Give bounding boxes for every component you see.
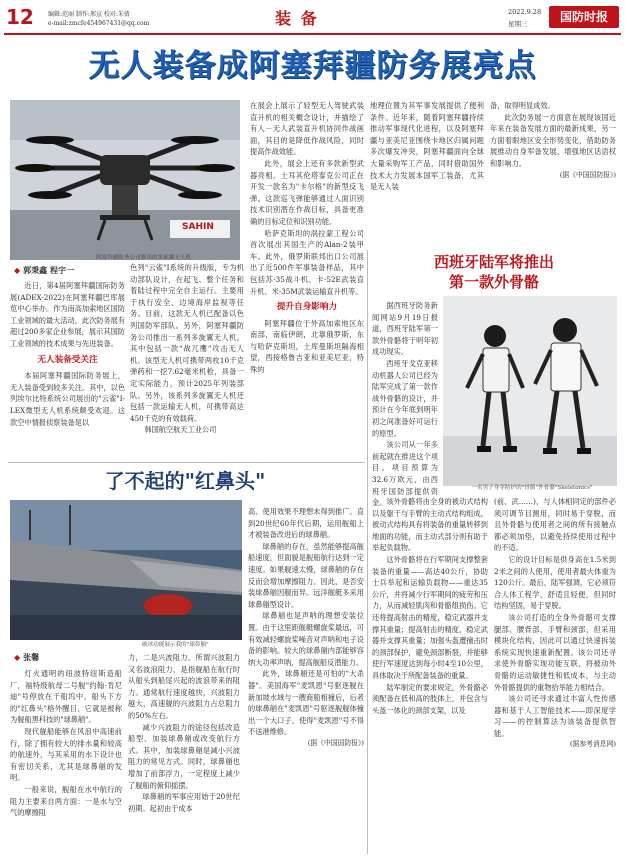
paragraph: 本届阿塞拜疆国际防务展上，无人装备受到较多关注。其中，以色列埃尔比特系统公司展出的"云雀"I-LEX微型无人机系统颇受欢迎。这款空中情报侦察装备是以	[10, 371, 126, 427]
article1-col3	[250, 100, 364, 458]
article3-author-name: 张馨	[23, 653, 40, 662]
paragraph: 据西班牙防务新闻网站9月19日报道，西班牙陆军第一款外骨骼将于明年初成功现实。	[372, 301, 438, 357]
article1-author-name: 郭秉鑫 程宇一	[23, 266, 74, 275]
article3-col1	[10, 668, 122, 854]
article2-col2	[372, 496, 488, 852]
paragraph: 该公司还寻求通过丰富人性传感器和基于人工智能技术——即深度学习——的控制算法为该装备提供智能。	[494, 694, 616, 738]
header-date: 2022.9.28	[508, 8, 542, 16]
article2-title	[372, 252, 616, 292]
paragraph: 一般来说，舰船在水中航行的阻力主要来自两方面：一是水与空气的摩擦阻	[10, 784, 122, 818]
paragraph: 球鼻艏的存在，虽然能够提高舰船速度，但面貌是舰船航行达到一定速度。如果舰速太慢，球鼻艏的存在反而会增加摩擦阻力。因此，是否安装球鼻艏因舰而异。远洋舰艇多采用球鼻艏型设计。	[248, 541, 364, 609]
article3-title: 了不起的"红鼻头"	[104, 469, 266, 493]
article1-col4	[370, 100, 484, 240]
paragraph: 减少兴波阻力的途径包括改造船型、加装球鼻艏或改变航行方式。其中，加装球鼻艏是减小兴波阻力的常见方式。同时，球鼻艏也增加了前部浮力，一定程度上减少了舰船的俯仰摇摆。	[128, 722, 240, 790]
article2-title-line2: 第一款外骨骼	[448, 273, 539, 291]
drone-photo-caption: 阿塞拜疆防务公司推出的多旋翼无人机	[96, 255, 192, 261]
ship-bow-photo	[10, 500, 242, 640]
email-line: e-mail:zmcfe454967431@qq.com	[48, 20, 150, 27]
paragraph: 色列"云雀"I系统的升级版，专为机动部队设计，在起飞、整个任务和着陆过程中完全自主运行。主要用于执行安全、边境海岸监视等任务。目前，这款无人机已配备以色列国防军部队。另外，阿塞拜疆防务公司推出一系列多旋翼无人机，其中包括一款"战兀鹰"攻击无人机。该型无人机可携带两枚10千克弹药和一挖7.62毫米机枪，具备一定实际能力，预计2025年列装部队。另外，该系列多旋翼无人机还包括一款运输无人机，可携带高达450千克的有效载荷。	[130, 263, 244, 423]
paragraph: 力，二是兴波阻力。所谓兴波阻力又名波浪阻力，是指舰船在航行时从船头到船尾兴起的波浪带来的阻力。通常航行速度越快，兴波阻力越大，高速舰的兴波阻力占总阻力的50%左右。	[128, 653, 240, 720]
article1-col2	[130, 262, 244, 458]
paragraph: 在展会上展示了轻型无人驾驶武装直升机的相关概念设计，并描绘了有人－无人武装直升机协同作战画面，其目的是降低作战风险，同时提高作战效能。	[250, 101, 364, 157]
paragraph: 近日，第4届阿塞拜疆国际防务展(ADEX-2022)在阿塞拜疆巴库展览中心举办。作为南高加索地区国防工业领域的最大活动，此次防务展有超过200多家企业参展，展示其国防工业领域的技术成果与先进装备。	[10, 281, 126, 348]
paragraph: (前、武……)，与人体相同定的部件必须可调节目测用，同时易于穿脱，而且外骨骼与使用者之间的所有接触点都必须加垫，以避免持续使用过程中的不适。	[494, 497, 616, 553]
paragraph: 这外骨骼将在行军期间支撑整套装备的重量——高达40公斤，协助士兵举起和运输负载物——重达35公斤，并将减少行军期间的疲劳和压力，从而减轻肌肉和骨骼组损伤。它还将提高射击的精度，稳定武器并支撑其重量；提高射击的精度，稳定武器并支撑其重量；加强头盔遭撞击时的颈部保护，避免颈部断裂，并能够使行军速度达到每小时4至10公里，具体取决于所配备装备的重量。	[372, 554, 488, 680]
author-marker-icon: ◆	[14, 266, 21, 275]
paragraph: 此次防务展一方面意在展现该国近年来在装备发展方面的最新成果，另一方面着眼地区安全形势变化，借助防务展推动自身军备发展，增强地区话语权和影响力。	[490, 112, 616, 168]
header-rule	[4, 33, 621, 35]
article3-author	[14, 652, 39, 663]
paragraph: 现代舰船能够在风浪中高速前行，除了拥有较大的排水量和较高的航速外，与其采用的水下设计也有密切关系，尤其是球鼻艏的发明。	[10, 726, 122, 783]
section-divider	[8, 462, 365, 463]
editor-line: 编辑:范丽 制作:邢宣 校对:朱倩	[48, 11, 130, 18]
article1-col5	[490, 100, 616, 240]
paragraph: 球鼻艏的军事应用始于20世纪初期。起初由于成本	[128, 792, 240, 813]
exoskeleton-image	[443, 296, 617, 486]
paragraph: 该外骨骼将由全身的被动式结构以及躯干与手臂的主动式结构组成，被动式结构具有将装备的重量转移到地面的功能，而主动式部分则有助于举起负载物。	[372, 497, 488, 553]
masthead-text: 国防时报	[559, 10, 608, 24]
main-title-banner	[0, 42, 625, 90]
paragraph: 该公司从一年多前起就在推进这个项目。项目预算为32.6万欧元，由西班牙国防部提供资金。	[372, 440, 438, 508]
paragraph: 此外，展会上还有多款新型武器亮相。土耳其伦塔泰克公司正在开发一款名为"卡尔格"的新型反飞弹。这款巡飞弹能够通过人面识别技术识别潜在作战目标，具备更准确的目标定位和识别功能。	[250, 158, 364, 226]
article3-col3	[248, 506, 364, 854]
drone-image	[10, 100, 240, 260]
paragraph: 球鼻艏也是声呐的理想安装位置。由于这里距舰艇螺旋桨最远，可有效减轻螺旋桨噪音对声呐和电子设备的影响。较大的球鼻艏内部能够容纳大功率声呐，提高舰船反潜能力。	[248, 611, 364, 667]
paragraph: 阿塞拜疆位于外高加索地区东南部，南临伊朗，北靠俄罗斯，东与哈萨克斯坦，土库曼斯坦隔海相望，西接格鲁吉亚和亚美尼亚，特殊的	[250, 318, 364, 375]
article2-col3	[494, 496, 616, 852]
exoskeleton-photo	[443, 296, 617, 486]
exoskeleton-photo-caption: 一名男子身穿防护的"骨骼"外骨骼"Skeletonics"	[471, 485, 593, 491]
paragraph: 备，取得明显成效。	[490, 101, 555, 110]
page-header	[0, 0, 625, 38]
masthead-logo	[549, 6, 619, 28]
paragraph: 哈萨克斯坦的涡拉蒙工程公司首次展出其国生产的Alan-2装甲车。此外，俄罗斯联邦出口公司展出了近500件军事装备样品，其中包括苏-35战斗机、卡-52E武装直升机、米-35M武装运输直升机等。	[250, 228, 364, 296]
article2-title-line1: 西班牙陆军将推出	[433, 253, 554, 271]
article1-subhead2: 提升自身影响力	[276, 302, 338, 313]
article2-col1	[372, 300, 438, 508]
article1-subhead1: 无人装备受关注	[37, 354, 98, 365]
paragraph: 高、使用效果不理想未得到推广。直到20世纪60年代后期，运用舰船上才被装备改进后的球鼻艏。	[248, 507, 364, 540]
ship-bow-photo-caption: 破冰功能展示我的"球鼻艏"	[142, 642, 209, 648]
main-title: 无人装备成阿塞拜疆防务展亮点	[88, 48, 537, 84]
paragraph: 西班牙戈克亚移动机器人公司已经为陆军完成了第一款作战外骨骼的设计，并预计在今年底到明年初之间准备好可运行的原型。	[372, 358, 438, 438]
page-number: 12	[6, 5, 34, 29]
paragraph: 此外，球鼻艏还是可怕的"大杀器"。美国海军"麦凯恩"号驱逐舰在新加坡水域与一艘商船相撞后，后者的球鼻艏在"麦凯恩"号驱逐舰舰体撞出一个大口子，使得"麦凯恩"号不得不送港维修。	[248, 669, 364, 737]
article3-source: (据《中国国防报》)	[307, 738, 364, 747]
article1-author	[14, 265, 74, 276]
column-divider	[367, 250, 368, 854]
paragraph: 地理位置为其军事发展提供了便利条件。近年来，随着阿塞拜疆持续推动军事现代化进程，以及阿塞拜疆与亚美尼亚围绕卡地区归属问题多次爆发冲突，阿塞拜疆面向全球大量采购军工产品，同时借助国外技术大力发展本国军工装备，尤其是无人装	[370, 101, 484, 192]
photo-logo: SAHIN	[182, 222, 214, 232]
paragraph: 陆军制定的要求规定，外骨骼必须配备在低和高的肢体上，并包含与头盔一体化的颈部支架，以及	[372, 682, 488, 715]
article1-source: (据《中国国防报》)	[559, 170, 616, 179]
paragraph: 韩国航空航天工业公司	[144, 425, 217, 435]
paragraph: 它的设计目标是供身高在1.5米到2米之间的人使用，使用者最大体重为120公斤。最后，陆军强调，它必须符合人体工程学，舒适且轻便，但同时结构坚固，易于穿脱。	[494, 554, 616, 611]
header-weekday: 星期三	[508, 20, 528, 28]
author-marker-icon: ◆	[14, 653, 21, 662]
drone-photo	[10, 100, 240, 260]
article1-col1	[10, 280, 125, 458]
paragraph: 该公司打造的全身外骨骼可支撑腿部、腰背部、手臂和颈部，但采用模块化结构，因此可以通过快速拆装系统实现快速重新配置。该公司还寻求使外骨骼实现功能互联，将被动外骨骼的运动敏捷性和低成本，与主动外骨骼提供的重物拾举能力相结合。	[494, 612, 616, 692]
ship-bow-image	[10, 500, 242, 640]
article2-source: (据参考消息网)	[569, 740, 616, 749]
section-title: 装 备	[275, 9, 319, 28]
article3-col2	[128, 652, 240, 854]
paragraph: 灯火通明的纽波特纽斯造船厂，福特级航母二号舰"约翰·肯尼迪"号停放在干船坞中。船头下方的"红鼻头"格外醒目，它就是被称为舰船黑科技的"球鼻艏"。	[10, 669, 122, 725]
